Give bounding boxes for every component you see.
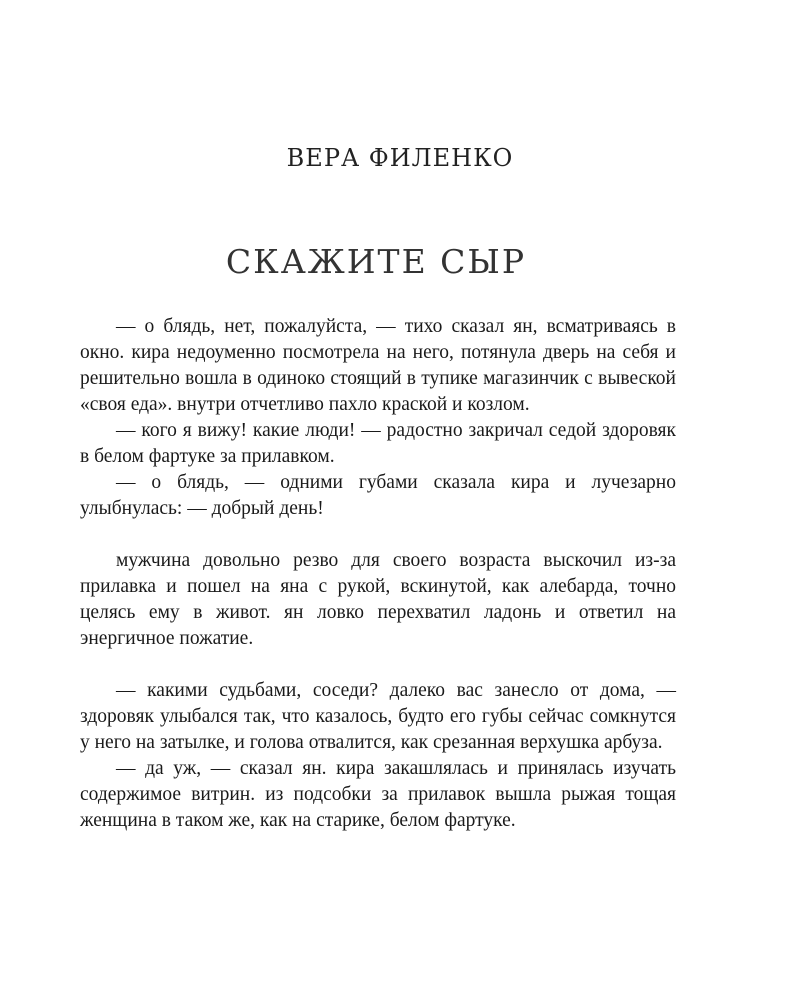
paragraph-spacer xyxy=(80,522,676,548)
paragraph: — да уж, — сказал ян. кира закашлялась и принялась изучать содержимое витрин. из подсобки за прилавок вышла рыжая тощая женщина в таком же, как на старике, белом фартуке. xyxy=(80,758,676,831)
paragraph: — о блядь, нет, пожалуйста, — тихо сказал ян, всматриваясь в окно. кира недоуменно посмотрела на него, потянула дверь на себя и решительно вошла в одиноко стоящий в тупике магазинчик с вывеской «своя еда». внутри отчетливо пахло краской и козлом. xyxy=(80,316,676,415)
story-text xyxy=(80,314,676,834)
paragraph: мужчина довольно резво для своего возраста выскочил из-за прилавка и пошел на яна с рукой, вскинутой, как алебарда, точно целясь ему в живот. ян ловко перехватил ладонь и ответил на энергичное пожатие. xyxy=(80,550,676,649)
paragraph-spacer xyxy=(80,652,676,678)
author-name: ВЕРА ФИЛЕНКО xyxy=(286,144,514,172)
paragraph: — кого я вижу! какие люди! — радостно закричал седой здоровяк в белом фартуке за прилавком. xyxy=(80,420,676,467)
paragraph: — какими судьбами, соседи? далеко вас занесло от дома, — здоровяк улыбался так, что казалось, будто его губы сейчас сомкнутся у него на затылке, и голова отвалится, как срезанная верхушка арбуза. xyxy=(80,680,676,753)
paragraph: — о блядь, — одними губами сказала кира и лучезарно улыбнулась: — добрый день! xyxy=(80,472,676,519)
story-title: СКАЖИТЕ СЫР xyxy=(225,242,527,281)
